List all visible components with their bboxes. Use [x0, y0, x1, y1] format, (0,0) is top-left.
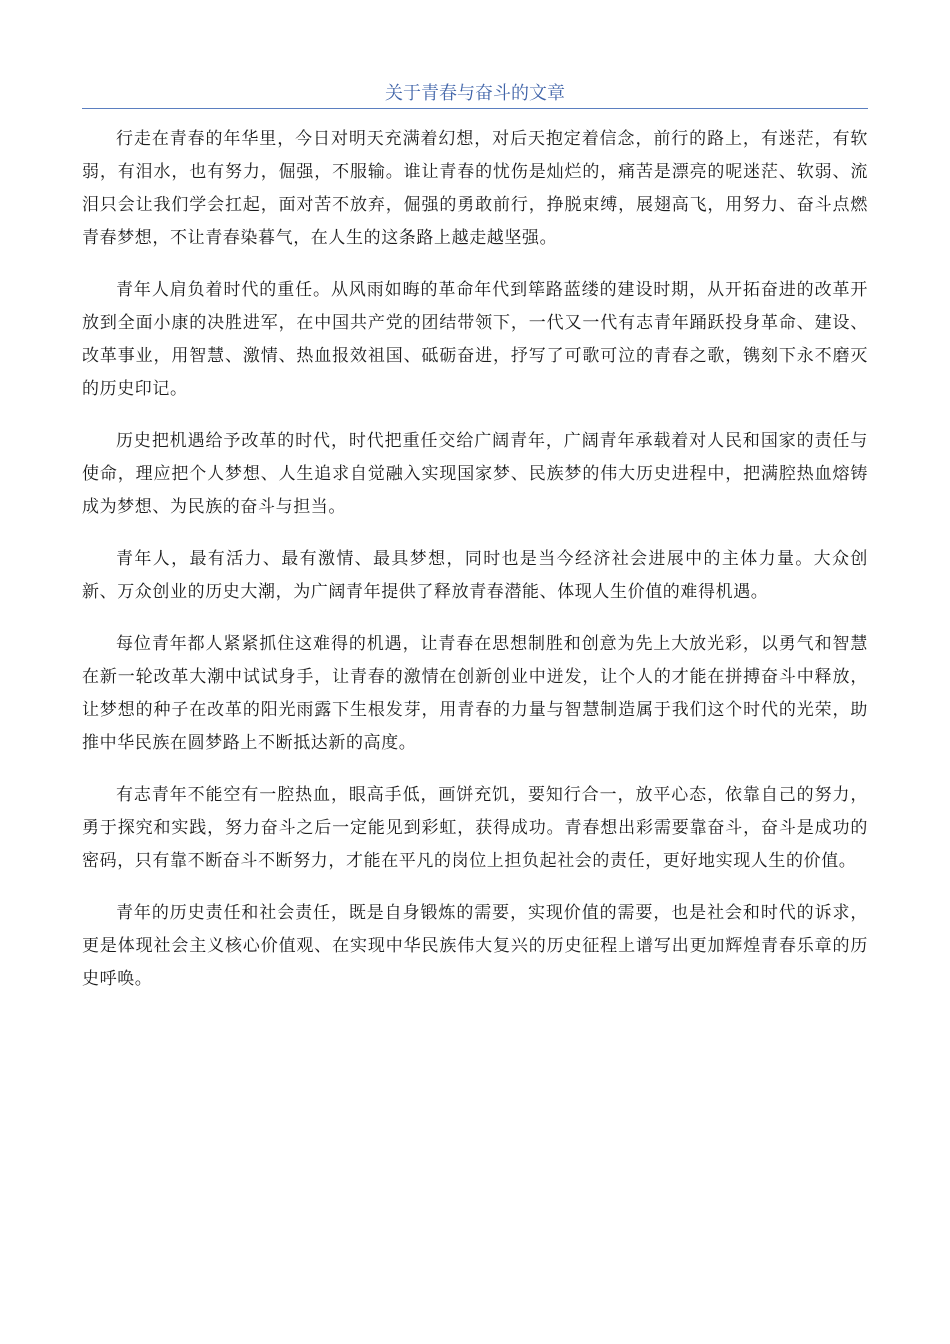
paragraph-4: 青年人，最有活力、最有激情、最具梦想，同时也是当今经济社会进展中的主体力量。大众创新、万众创业的历史大潮，为广阔青年提供了释放青春潜能、体现人生价值的难得机遇。 [82, 549, 868, 602]
paragraph-1: 行走在青春的年华里，今日对明天充满着幻想，对后天抱定着信念，前行的路上，有迷茫，有软弱，有泪水，也有努力，倔强，不服输。谁让青春的忧伤是灿烂的，痛苦是漂亮的呢迷茫、软弱、流泪只会让我们学会扛起，面对苦不放弃，倔强的勇敢前行，挣脱束缚，展翅高飞，用努力、奋斗点燃青春梦想，不让青春染暮气，在人生的这条路上越走越坚强。 [82, 129, 868, 248]
paragraph-2: 青年人肩负着时代的重任。从风雨如晦的革命年代到筚路蓝缕的建设时期，从开拓奋进的改革开放到全面小康的决胜进军，在中国共产党的团结带领下，一代又一代有志青年踊跃投身革命、建设、改革事业，用智慧、激情、热血报效祖国、砥砺奋进，抒写了可歌可泣的青春之歌，镌刻下永不磨灭的历史印记。 [82, 280, 868, 399]
paragraph-3: 历史把机遇给予改革的时代，时代把重任交给广阔青年，广阔青年承载着对人民和国家的责任与使命，理应把个人梦想、人生追求自觉融入实现国家梦、民族梦的伟大历史进程中，把满腔热血熔铸成为梦想、为民族的奋斗与担当。 [82, 431, 868, 517]
page-header [82, 80, 868, 109]
article-body [82, 123, 868, 1015]
page-title: 关于青春与奋斗的文章 [385, 83, 565, 104]
paragraph-6: 有志青年不能空有一腔热血，眼高手低，画饼充饥，要知行合一，放平心态，依靠自己的努力，勇于探究和实践，努力奋斗之后一定能见到彩虹，获得成功。青春想出彩需要靠奋斗，奋斗是成功的密码，只有靠不断奋斗不断努力，才能在平凡的岗位上担负起社会的责任，更好地实现人生的价值。 [82, 785, 868, 871]
paragraph-5: 每位青年都人紧紧抓住这难得的机遇，让青春在思想制胜和创意为先上大放光彩，以勇气和智慧在新一轮改革大潮中试试身手，让青春的激情在创新创业中迸发，让个人的才能在拼搏奋斗中释放，让梦想的种子在改革的阳光雨露下生根发芽，用青春的力量与智慧制造属于我们这个时代的光荣，助推中华民族在圆梦路上不断抵达新的高度。 [82, 634, 868, 753]
paragraph-7: 青年的历史责任和社会责任，既是自身锻炼的需要，实现价值的需要，也是社会和时代的诉求，更是体现社会主义核心价值观、在实现中华民族伟大复兴的历史征程上谱写出更加辉煌青春乐章的历史呼唤。 [82, 903, 868, 989]
